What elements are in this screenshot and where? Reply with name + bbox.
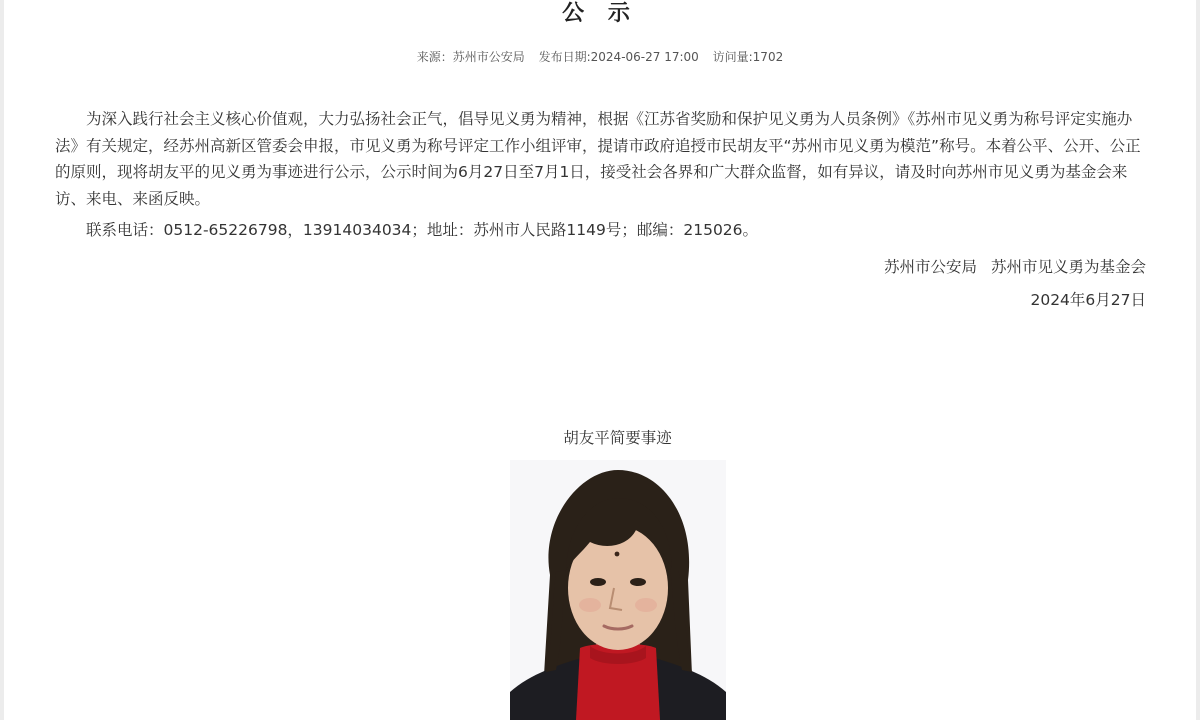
article-meta	[0, 48, 1200, 66]
notice-date: 2024年6月27日	[1030, 291, 1146, 309]
meta-visits: 访问量:1702	[712, 50, 784, 64]
left-border	[0, 0, 4, 720]
body-paragraph: 为深入践行社会主义核心价值观，大力弘扬社会正气，倡导见义勇为精神，根据《江苏省奖励和保护见义勇为人员条例》《苏州市见义勇为称号评定实施办法》有关规定，经苏州高新区管委会申报，市见义勇为称号评定工作小组评审，提请市政府追授市民胡友平“苏州市见义勇为模范”称号。本着公平、公开、公正的原则，现将胡友平的见义勇为事迹进行公示，公示时间为6月27日至7月1日，接受社会各界和广大群众监督，如有异议，请及时向苏州市见义勇为基金会来访、来电、来函反映。	[55, 110, 1141, 208]
portrait-photo	[510, 460, 726, 720]
page-title: 公 示	[562, 1, 638, 26]
signer-foundation: 苏州市见义勇为基金会	[990, 258, 1146, 276]
meta-source: 来源：苏州市公安局	[416, 50, 525, 64]
portrait-illustration	[510, 460, 726, 720]
article-body	[55, 106, 1147, 244]
meta-publish-date: 发布日期:2024-06-27 17:00	[538, 50, 699, 64]
right-border	[1196, 0, 1200, 720]
signer-police-bureau: 苏州市公安局	[883, 258, 977, 276]
signers	[884, 254, 1146, 280]
photo-caption: 胡友平简要事迹	[563, 429, 672, 447]
contact-paragraph: 联系电话：0512-65226798，13914034034；地址：苏州市人民路1149号；邮编：215026。	[86, 221, 759, 239]
